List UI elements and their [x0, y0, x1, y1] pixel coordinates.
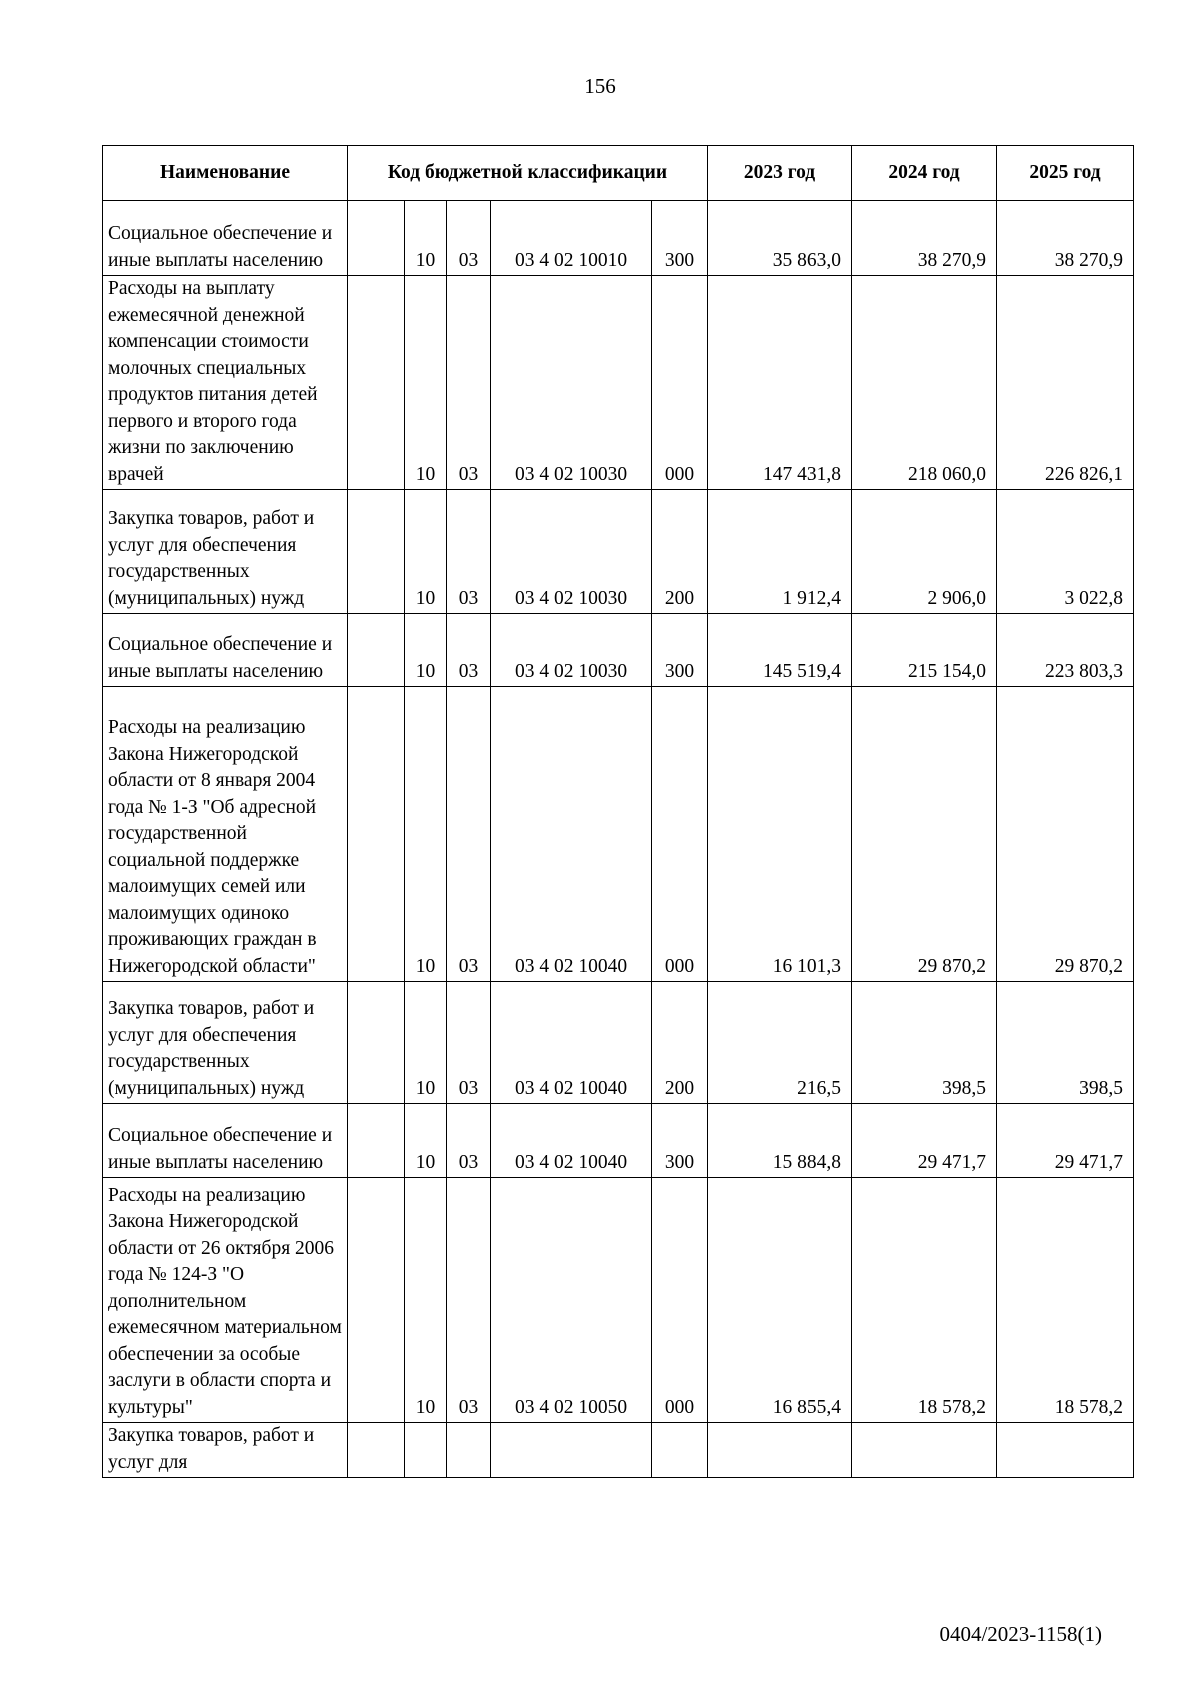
- row-target-code: 03 4 02 10040: [491, 687, 652, 982]
- row-section: 10: [405, 1178, 447, 1423]
- row-section: 10: [405, 1104, 447, 1178]
- row-name: Расходы на выплату ежемесячной денежной компенсации стоимости молочных специальных продуктов питания детей первого и второго года жизни по заключению врачей: [103, 276, 348, 490]
- row-expense-type: 200: [652, 490, 708, 614]
- row-expense-type: 300: [652, 1104, 708, 1178]
- header-2024: 2024 год: [852, 146, 997, 201]
- row-value-2023: 16 855,4: [708, 1178, 852, 1423]
- row-name: Закупка товаров, работ и услуг для: [103, 1423, 348, 1478]
- row-subsection: 03: [447, 490, 491, 614]
- row-value-2024: 29 471,7: [852, 1104, 997, 1178]
- row-empty-code: [348, 1178, 405, 1423]
- row-empty-code: [348, 982, 405, 1104]
- row-subsection: 03: [447, 614, 491, 687]
- header-name: Наименование: [103, 146, 348, 201]
- row-empty-code: [348, 490, 405, 614]
- row-subsection: 03: [447, 982, 491, 1104]
- row-value-2023: 16 101,3: [708, 687, 852, 982]
- budget-table: [102, 145, 1134, 1478]
- row-name: Социальное обеспечение и иные выплаты населению: [103, 201, 348, 276]
- row-name: Закупка товаров, работ и услуг для обеспечения государственных (муниципальных) нужд: [103, 982, 348, 1104]
- row-value-2025: [997, 1423, 1134, 1478]
- row-empty-code: [348, 201, 405, 276]
- row-value-2023: 216,5: [708, 982, 852, 1104]
- row-subsection: [447, 1423, 491, 1478]
- row-value-2024: 29 870,2: [852, 687, 997, 982]
- row-name: Социальное обеспечение и иные выплаты населению: [103, 614, 348, 687]
- row-subsection: 03: [447, 687, 491, 982]
- table-row: [103, 201, 1134, 276]
- row-value-2025: 226 826,1: [997, 276, 1134, 490]
- header-2025: 2025 год: [997, 146, 1134, 201]
- row-section: [405, 1423, 447, 1478]
- header-2023: 2023 год: [708, 146, 852, 201]
- row-expense-type: 300: [652, 201, 708, 276]
- row-value-2024: 38 270,9: [852, 201, 997, 276]
- row-target-code: 03 4 02 10040: [491, 1104, 652, 1178]
- row-value-2024: 2 906,0: [852, 490, 997, 614]
- row-subsection: 03: [447, 201, 491, 276]
- row-name: Закупка товаров, работ и услуг для обеспечения государственных (муниципальных) нужд: [103, 490, 348, 614]
- row-target-code: 03 4 02 10010: [491, 201, 652, 276]
- row-value-2023: 147 431,8: [708, 276, 852, 490]
- row-expense-type: 000: [652, 276, 708, 490]
- row-target-code: 03 4 02 10030: [491, 276, 652, 490]
- row-subsection: 03: [447, 1104, 491, 1178]
- header-code: Код бюджетной классификации: [348, 146, 708, 201]
- table-row: [103, 1423, 1134, 1478]
- row-section: 10: [405, 276, 447, 490]
- row-section: 10: [405, 687, 447, 982]
- row-empty-code: [348, 276, 405, 490]
- row-section: 10: [405, 201, 447, 276]
- row-value-2025: 223 803,3: [997, 614, 1134, 687]
- row-target-code: [491, 1423, 652, 1478]
- table-row: [103, 1104, 1134, 1178]
- table-body: [103, 201, 1134, 1478]
- row-section: 10: [405, 982, 447, 1104]
- row-value-2023: 1 912,4: [708, 490, 852, 614]
- table-header-row: [103, 146, 1134, 201]
- row-subsection: 03: [447, 1178, 491, 1423]
- row-empty-code: [348, 614, 405, 687]
- row-value-2025: 398,5: [997, 982, 1134, 1104]
- row-value-2025: 3 022,8: [997, 490, 1134, 614]
- row-name: Расходы на реализацию Закона Нижегородской области от 26 октября 2006 года № 124-З "О дополнительном ежемесячном материальном обеспечении за особые заслуги в области спорта и культуры": [103, 1178, 348, 1423]
- row-target-code: 03 4 02 10030: [491, 614, 652, 687]
- row-empty-code: [348, 1423, 405, 1478]
- table-row: [103, 687, 1134, 982]
- table-row: [103, 614, 1134, 687]
- table-row: [103, 982, 1134, 1104]
- row-value-2023: 15 884,8: [708, 1104, 852, 1178]
- table-row: [103, 276, 1134, 490]
- row-value-2023: [708, 1423, 852, 1478]
- row-value-2024: 398,5: [852, 982, 997, 1104]
- row-expense-type: 200: [652, 982, 708, 1104]
- document-code: 0404/2023-1158(1): [939, 1622, 1102, 1646]
- row-empty-code: [348, 687, 405, 982]
- row-expense-type: [652, 1423, 708, 1478]
- row-value-2025: 29 870,2: [997, 687, 1134, 982]
- row-name: Расходы на реализацию Закона Нижегородской области от 8 января 2004 года № 1-З "Об адресной государственной социальной поддержке малоимущих семей или малоимущих одиноко проживающих граждан в Нижегородской области": [103, 687, 348, 982]
- row-value-2024: 218 060,0: [852, 276, 997, 490]
- row-name: Социальное обеспечение и иные выплаты населению: [103, 1104, 348, 1178]
- row-value-2024: [852, 1423, 997, 1478]
- row-section: 10: [405, 614, 447, 687]
- row-expense-type: 000: [652, 1178, 708, 1423]
- row-target-code: 03 4 02 10050: [491, 1178, 652, 1423]
- row-target-code: 03 4 02 10040: [491, 982, 652, 1104]
- page-number: 156: [584, 74, 616, 98]
- row-value-2025: 29 471,7: [997, 1104, 1134, 1178]
- row-section: 10: [405, 490, 447, 614]
- row-expense-type: 300: [652, 614, 708, 687]
- row-value-2023: 145 519,4: [708, 614, 852, 687]
- row-expense-type: 000: [652, 687, 708, 982]
- row-empty-code: [348, 1104, 405, 1178]
- row-target-code: 03 4 02 10030: [491, 490, 652, 614]
- table-row: [103, 490, 1134, 614]
- row-value-2025: 18 578,2: [997, 1178, 1134, 1423]
- row-value-2024: 18 578,2: [852, 1178, 997, 1423]
- table-row: [103, 1178, 1134, 1423]
- row-value-2024: 215 154,0: [852, 614, 997, 687]
- row-value-2023: 35 863,0: [708, 201, 852, 276]
- row-subsection: 03: [447, 276, 491, 490]
- row-value-2025: 38 270,9: [997, 201, 1134, 276]
